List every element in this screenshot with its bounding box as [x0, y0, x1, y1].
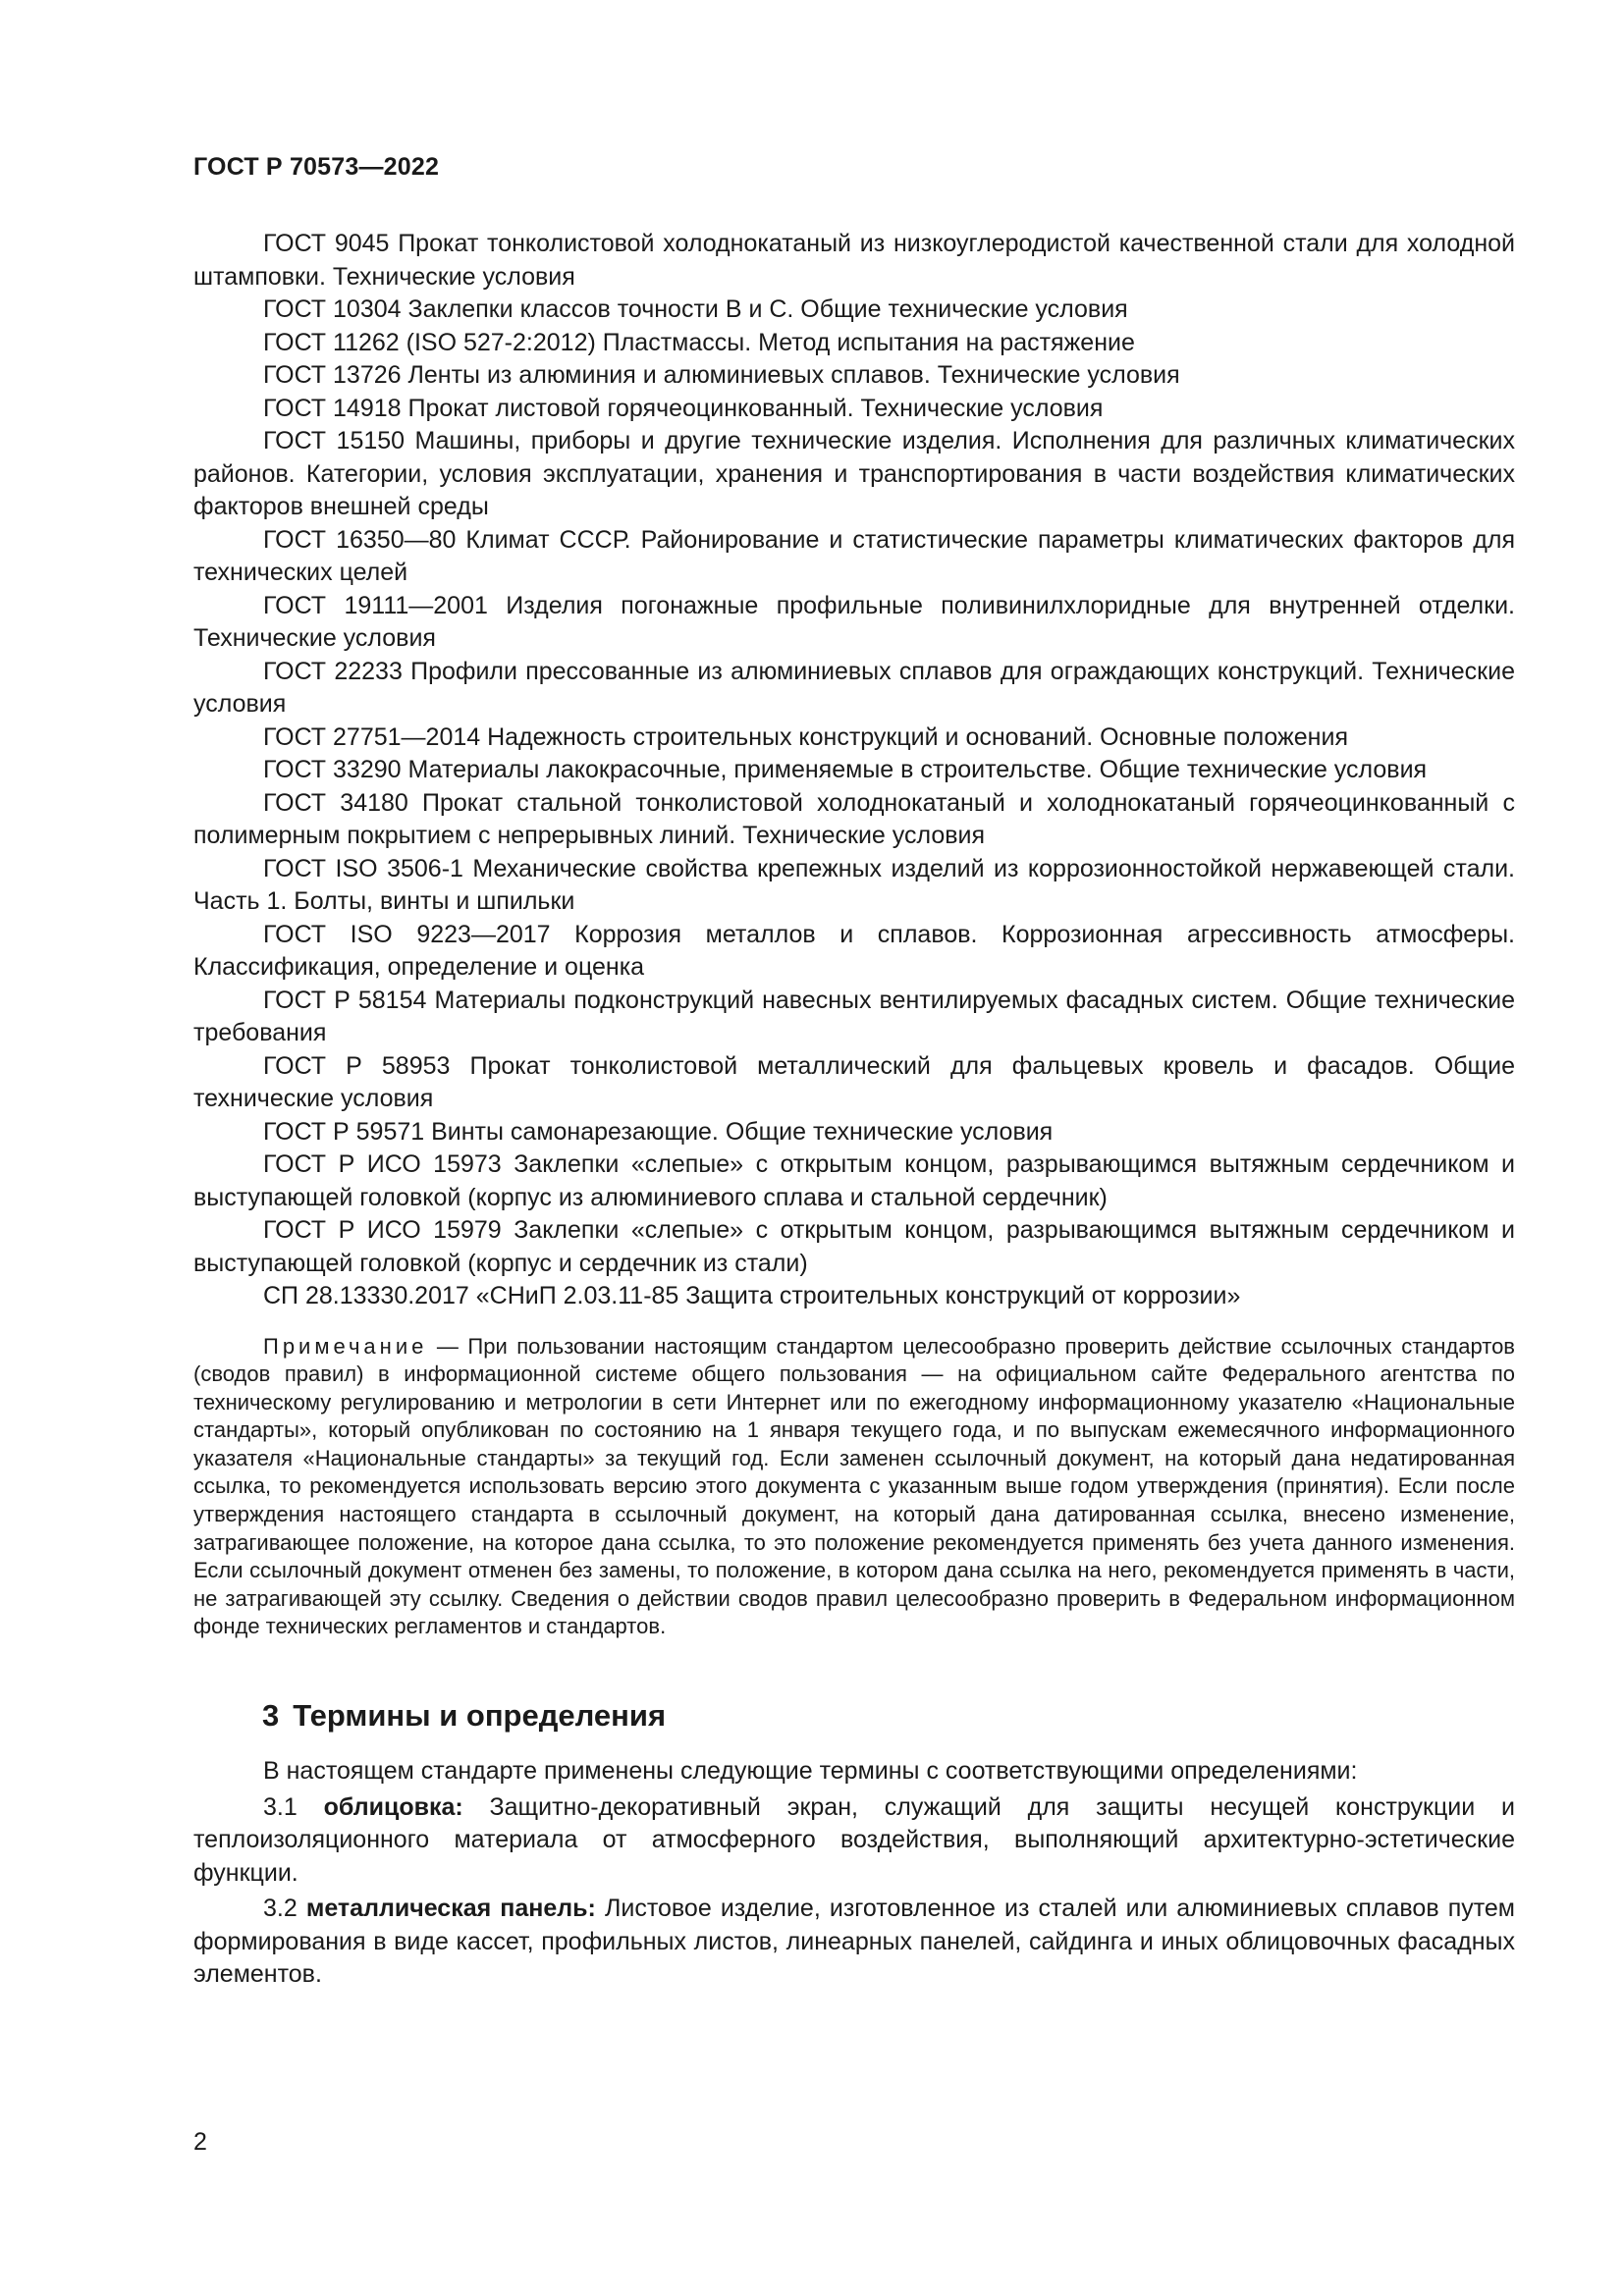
page-number: 2	[193, 2128, 207, 2156]
terms-intro: В настоящем стандарте применены следующие термины с соответствующими определениями:	[263, 1757, 1358, 1786]
reference-item: ГОСТ 14918 Прокат листовой горячеоцинкованный. Технические условия	[263, 394, 1104, 422]
term-definition: Листовое изделие, изготовленное из сталей или алюминиевых сплавов путем формирования в виде кассет, профильных листов, линеарных панелей, сайдинга и иных облицовочных фасадных элементов.	[193, 1895, 1515, 1989]
term-entry	[193, 1791, 1515, 1891]
references-note	[193, 1333, 1515, 1642]
term-entry	[193, 1893, 1515, 1992]
reference-item: ГОСТ 15150 Машины, приборы и другие технические изделия. Исполнения для различных климатических районов. Категории, условия эксплуатации, хранения и транспортирования в части воздействия климатических факторов внешней среды	[193, 427, 1515, 520]
note-label: Примечание	[263, 1333, 428, 1359]
reference-item: ГОСТ 34180 Прокат стальной тонколистовой холоднокатаный и холоднокатаный горячеоцинкованный с полимерным покрытием с непрерывных линий. Технические условия	[193, 788, 1515, 849]
reference-item: ГОСТ Р 58953 Прокат тонколистовой металлический для фальцевых кровель и фасадов. Общие технические условия	[193, 1051, 1515, 1112]
section-heading	[262, 1696, 1515, 1735]
reference-item: ГОСТ ISO 3506-1 Механические свойства крепежных изделий из коррозионностойкой нержавеющей стали. Часть 1. Болты, винты и шпильки	[193, 854, 1515, 915]
section-title: Термины и определения	[293, 1698, 667, 1734]
reference-item: ГОСТ 33290 Материалы лакокрасочные, применяемые в строительстве. Общие технические условия	[263, 756, 1428, 783]
normative-references-list	[193, 228, 1515, 1313]
reference-item: ГОСТ Р 58154 Материалы подконструкций навесных вентилируемых фасадных систем. Общие технические требования	[193, 986, 1515, 1046]
reference-item: ГОСТ 22233 Профили прессованные из алюминиевых сплавов для ограждающих конструкций. Технические условия	[193, 657, 1515, 718]
page-content	[193, 228, 1515, 1995]
reference-item: ГОСТ Р ИСО 15979 Заклепки «слепые» с открытым концом, разрывающимся вытяжным сердечником и выступающей головкой (корпус и сердечник из стали)	[193, 1216, 1515, 1277]
reference-item: ГОСТ Р 59571 Винты самонарезающие. Общие технические условия	[263, 1117, 1054, 1146]
note-text: — При пользовании настоящим стандартом целесообразно проверить действие ссылочных стандартов (сводов правил) в информационной системе общего пользования — на официальном сайте Федерального агентства по техническому регулированию и метрологии в сети Интернет или по ежегодному информационному указателю «Национальные стандарты», который опубликован по состоянию на 1 января текущего года, и по выпускам ежемесячного информационного указателя «Национальные стандарты» за текущий год. Если заменен ссылочный документ, на который дана недатированная ссылка, то рекомендуется использовать версию этого документа с указанным выше годом утверждения (принятия). Если после утверждения настоящего стандарта в ссылочный документ, на который дана датированная ссылка, внесено изменение, затрагивающее положение, на которое дана ссылка, то это положение рекомендуется применять без учета данного изменения. Если ссылочный документ отменен без замены, то положение, в котором дана ссылка на него, рекомендуется применять в части, не затрагивающей эту ссылку. Сведения о действии сводов правил целесообразно проверить в Федеральном информационном фонде технических регламентов и стандартов.	[193, 1333, 1515, 1639]
reference-item: ГОСТ 10304 Заклепки классов точности В и С. Общие технические условия	[263, 295, 1128, 323]
reference-item: СП 28.13330.2017 «СНиП 2.03.11-85 Защита строительных конструкций от коррозии»	[263, 1282, 1241, 1309]
reference-item: ГОСТ 11262 (ISO 527-2:2012) Пластмассы. Метод испытания на растяжение	[263, 328, 1135, 356]
term-name: металлическая панель:	[305, 1895, 596, 1923]
term-number: 3.1	[263, 1792, 298, 1821]
section-number: 3	[262, 1698, 280, 1734]
document-header: ГОСТ Р 70573—2022	[193, 153, 440, 181]
reference-item: ГОСТ 16350—80 Климат СССР. Районирование и статистические параметры климатических факторов для технических целей	[193, 525, 1515, 586]
reference-item: ГОСТ ISO 9223—2017 Коррозия металлов и сплавов. Коррозионная агрессивность атмосферы. Классификация, определение и оценка	[193, 920, 1515, 981]
term-number: 3.2	[263, 1895, 298, 1923]
reference-item: ГОСТ 27751—2014 Надежность строительных конструкций и оснований. Основные положения	[263, 722, 1348, 751]
term-name: облицовка:	[323, 1792, 463, 1821]
terms-section	[193, 1755, 1515, 1992]
reference-item: ГОСТ 13726 Ленты из алюминия и алюминиевых сплавов. Технические условия	[263, 361, 1180, 389]
reference-item: ГОСТ Р ИСО 15973 Заклепки «слепые» с открытым концом, разрывающимся вытяжным сердечником и выступающей головкой (корпус из алюминиевого сплава и стальной сердечник)	[193, 1150, 1515, 1211]
reference-item: ГОСТ 19111—2001 Изделия погонажные профильные поливинилхлоридные для внутренней отделки. Технические условия	[193, 591, 1515, 652]
term-definition: Защитно-декоративный экран, служащий для защиты несущей конструкции и теплоизоляционного материала от атмосферного воздействия, выполняющий архитектурно-эстетические функции.	[193, 1792, 1516, 1887]
reference-item: ГОСТ 9045 Прокат тонколистовой холоднокатаный из низкоуглеродистой качественной стали для холодной штамповки. Технические условия	[193, 230, 1515, 291]
